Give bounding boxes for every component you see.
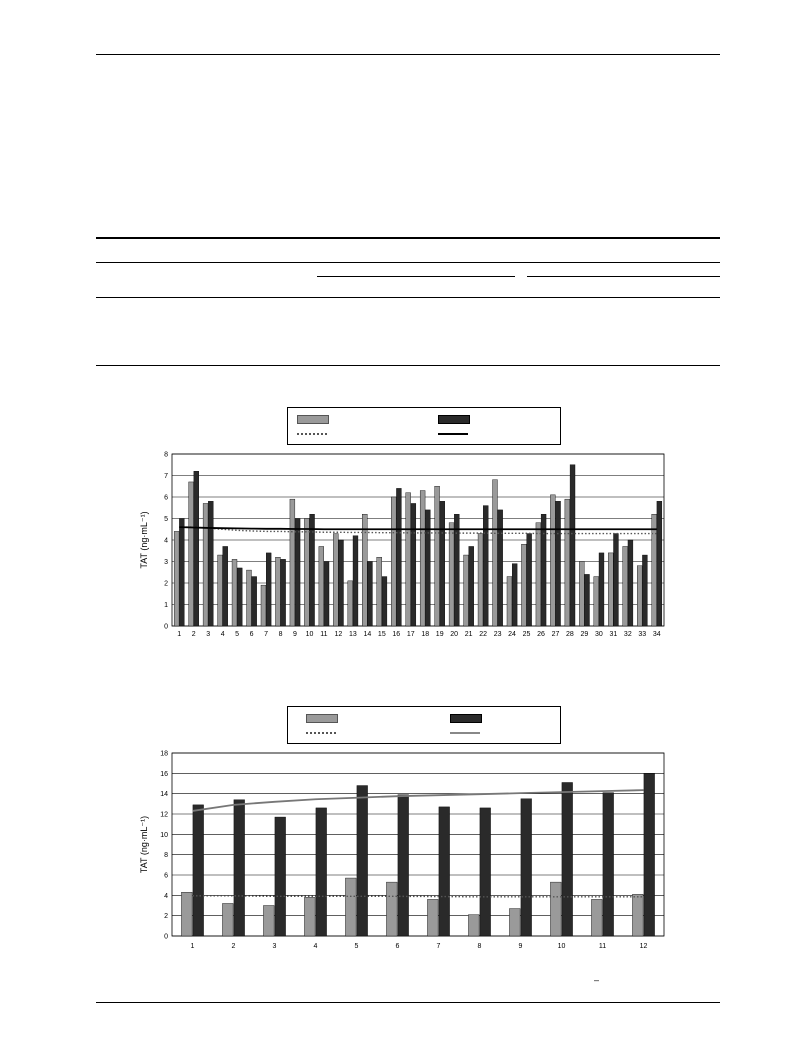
chart1-xtick-label: 26 xyxy=(537,631,545,638)
chart1-xtick-label: 12 xyxy=(334,631,343,638)
chart2-bar-s2-2 xyxy=(234,800,245,936)
chart2-xtick-label: 1 xyxy=(190,943,195,950)
chart1-bar-s2-21 xyxy=(469,546,474,626)
chart2-bar-s1-11 xyxy=(591,899,602,936)
chart2-bar-s1-2 xyxy=(222,903,233,936)
chart2-bar-s2-11 xyxy=(603,793,614,936)
chart1-bar-s2-7 xyxy=(266,553,271,626)
chart1-bar-s2-19 xyxy=(440,501,445,626)
chart2-xtick-label: 11 xyxy=(598,943,607,950)
chart1-bar-s1-17 xyxy=(406,493,411,626)
chart1-bar-s2-28 xyxy=(570,465,575,626)
chart2-bar-s2-5 xyxy=(357,786,368,936)
chart1-xtick-label: 7 xyxy=(264,631,269,638)
chart1-xtick-label: 22 xyxy=(479,631,488,638)
chart1-xtick-label: 17 xyxy=(406,631,415,638)
chart1-bar-s2-24 xyxy=(512,564,517,626)
chart1-xtick-label: 16 xyxy=(392,631,401,638)
chart1-bar-s2-34 xyxy=(657,501,662,626)
chart1-bar-s1-7 xyxy=(261,585,266,626)
chart2-ytick-label: 14 xyxy=(160,791,168,799)
chart2-xtick-label: 9 xyxy=(518,943,523,950)
chart2-bar-s2-1 xyxy=(193,805,204,936)
chart2-bar-s1-10 xyxy=(550,882,561,936)
chart1-bar-s2-22 xyxy=(483,506,488,626)
chart1-xtick-label: 19 xyxy=(435,631,444,638)
chart1-bar-s2-18 xyxy=(425,510,430,626)
chart1-bar-s1-2 xyxy=(189,482,194,626)
chart1-bar-s2-25 xyxy=(527,534,532,626)
chart1-bar-s1-6 xyxy=(247,570,252,626)
chart1-xtick-label: 2 xyxy=(191,631,196,638)
chart1-bar-s2-4 xyxy=(223,546,228,626)
chart1-ylabel: TAT (ng·mL⁻¹) xyxy=(139,511,149,569)
chart1-xtick-label: 30 xyxy=(594,631,603,638)
chart2-xtick-label: 4 xyxy=(313,943,318,950)
chart1-bar-s2-32 xyxy=(628,540,633,626)
chart2-ytick-label: 18 xyxy=(160,750,168,758)
chart2-xtick-label: 7 xyxy=(436,943,441,950)
chart2-ytick-label: 0 xyxy=(164,933,168,941)
chart1-bar-s1-20 xyxy=(449,523,454,626)
chart1-bar-s1-19 xyxy=(435,486,440,626)
chart1-bar-s1-13 xyxy=(348,581,353,626)
chart1-xtick-label: 10 xyxy=(305,631,314,638)
chart1-ytick-label: 1 xyxy=(164,602,168,609)
chart1-bar-s1-24 xyxy=(507,577,512,626)
chart1-bar-s1-33 xyxy=(637,566,642,626)
chart1-bar-s1-5 xyxy=(232,559,237,626)
chart1-bar-s2-10 xyxy=(310,514,315,626)
chart1-bar-s2-2 xyxy=(194,471,199,626)
chart2-xtick-label: 12 xyxy=(639,943,648,950)
chart1-bar-s1-30 xyxy=(594,577,599,626)
chart2-xtick-label: 5 xyxy=(354,943,359,950)
chart1-bar-s1-23 xyxy=(493,480,498,626)
chart2-bar-s2-6 xyxy=(398,795,409,936)
chart1-bar-s1-31 xyxy=(608,553,613,626)
chart1-bar-s1-1 xyxy=(174,531,179,626)
chart1-xtick-label: 5 xyxy=(235,631,240,638)
chart1-xtick-label: 27 xyxy=(551,631,560,638)
chart1-bar-s2-14 xyxy=(367,562,372,627)
chart1-bar-s2-31 xyxy=(613,534,618,626)
chart2-bar-s1-6 xyxy=(386,882,397,936)
chart1-xtick-label: 6 xyxy=(249,631,254,638)
chart1-bar-s2-12 xyxy=(339,540,344,626)
chart2-bar-s2-7 xyxy=(439,807,450,936)
chart2-bar-s1-1 xyxy=(181,892,192,936)
chart1-xtick-label: 29 xyxy=(580,631,589,638)
chart2-xtick-label: 3 xyxy=(272,943,277,950)
chart1-bar-s2-30 xyxy=(599,553,604,626)
chart1-xtick-label: 21 xyxy=(464,631,473,638)
chart2-bar-s1-7 xyxy=(427,899,438,936)
chart1-bar-s2-27 xyxy=(556,501,561,626)
chart1-xtick-label: 24 xyxy=(508,631,516,638)
chart1-bar-s2-1 xyxy=(179,519,184,627)
chart2-bar-s2-4 xyxy=(316,808,327,936)
chart2-bar-s2-12 xyxy=(644,773,655,936)
chart1-bar-s1-29 xyxy=(579,562,584,627)
chart1-xtick-label: 13 xyxy=(348,631,357,638)
chart1-bar-s1-15 xyxy=(377,557,382,626)
chart1-ytick-label: 5 xyxy=(164,516,168,523)
chart1-bar-s2-6 xyxy=(252,577,257,626)
chart1-bar-s2-9 xyxy=(295,519,300,627)
chart1-bar-s2-8 xyxy=(281,559,286,626)
chart2-bar-s2-8 xyxy=(480,808,491,936)
chart1-xtick-label: 4 xyxy=(220,631,225,638)
chart1-bar-s1-25 xyxy=(521,544,526,626)
chart1-bar-s1-22 xyxy=(478,534,483,626)
chart1-bar-s2-5 xyxy=(237,568,242,626)
chart2-xtick-label: 2 xyxy=(231,943,236,950)
chart1-xtick-label: 33 xyxy=(638,631,647,638)
chart1-ytick-label: 0 xyxy=(164,623,168,631)
chart1-bar-s1-16 xyxy=(391,497,396,626)
chart1-bar-s1-3 xyxy=(203,503,208,626)
chart2-bar-s2-9 xyxy=(521,799,532,936)
chart1-xtick-label: 18 xyxy=(421,631,430,638)
chart2-bar-s1-4 xyxy=(304,897,315,936)
chart1-bar-s1-34 xyxy=(652,514,657,626)
chart1-bar-s2-26 xyxy=(541,514,546,626)
chart1-bar-s1-9 xyxy=(290,499,295,626)
chart2-bar-s2-10 xyxy=(562,782,573,936)
chart2-ytick-label: 16 xyxy=(160,770,168,778)
chart1-ytick-label: 7 xyxy=(164,473,168,480)
chart1-ytick-label: 3 xyxy=(164,559,168,566)
chart1-bar-s1-4 xyxy=(218,555,223,626)
chart2-ytick-label: 8 xyxy=(164,852,168,860)
chart1-xtick-label: 34 xyxy=(652,631,661,638)
chart1-bar-s2-11 xyxy=(324,562,329,627)
chart2-ytick-label: 4 xyxy=(164,892,168,900)
chart2-bar-s1-9 xyxy=(509,909,520,936)
chart1-xtick-label: 9 xyxy=(293,631,297,638)
chart1-ytick-label: 2 xyxy=(164,580,168,588)
chart1-ytick-label: 6 xyxy=(164,494,168,502)
chart2-bar-s1-3 xyxy=(263,906,274,937)
chart1-bar-s1-12 xyxy=(333,534,338,626)
chart2-ytick-label: 2 xyxy=(164,913,168,921)
chart1-bar-s1-10 xyxy=(304,519,309,627)
chart1-bar-s2-13 xyxy=(353,536,358,626)
chart2-bar-s1-12 xyxy=(632,894,643,936)
chart1-bar-s1-26 xyxy=(536,523,541,626)
chart1-xtick-label: 11 xyxy=(320,631,328,638)
chart1-bar-s1-27 xyxy=(550,495,555,626)
chart2-xtick-label: 6 xyxy=(395,943,400,950)
chart2-ylabel: TAT (ng·mL⁻¹) xyxy=(139,815,149,874)
chart1-bar-s2-29 xyxy=(585,574,590,626)
chart1-xtick-label: 8 xyxy=(278,631,283,638)
chart1-xtick-label: 31 xyxy=(609,631,618,638)
chart2-bar-s2-3 xyxy=(275,817,286,936)
chart1-xtick-label: 20 xyxy=(450,631,459,638)
chart1-bar-s1-14 xyxy=(362,514,367,626)
overbar-mark: – xyxy=(594,975,600,985)
chart1-xtick-label: 3 xyxy=(206,631,211,638)
chart1-xtick-label: 28 xyxy=(566,631,574,638)
chart1-bar-s2-3 xyxy=(208,501,213,626)
chart2-bar-s1-8 xyxy=(468,915,479,936)
chart1-bar-s2-20 xyxy=(454,514,459,626)
chart1-xtick-label: 25 xyxy=(522,631,531,638)
chart1-xtick-label: 23 xyxy=(493,631,502,638)
chart1-bar-s1-18 xyxy=(420,491,425,626)
chart1-xtick-label: 32 xyxy=(623,631,632,638)
chart1-bar-s1-28 xyxy=(565,499,570,626)
chart1-ytick-label: 8 xyxy=(164,451,168,459)
chart1-bar-s2-23 xyxy=(498,510,503,626)
chart2-xtick-label: 8 xyxy=(477,943,482,950)
chart1-xtick-label: 14 xyxy=(363,631,372,638)
chart2-xtick-label: 10 xyxy=(557,943,566,950)
chart1-bar-s1-32 xyxy=(623,546,628,626)
chart1-xtick-label: 1 xyxy=(177,631,182,638)
chart1-bar-s2-16 xyxy=(396,488,401,626)
chart1-bar-s2-15 xyxy=(382,577,387,626)
chart1-bar-s1-11 xyxy=(319,546,324,626)
chart1-ytick-label: 4 xyxy=(164,537,168,545)
chart1-bar-s2-33 xyxy=(642,555,647,626)
chart1-xtick-label: 15 xyxy=(377,631,386,638)
chart1-bar-s2-17 xyxy=(411,503,416,626)
chart2-plot-frame xyxy=(172,753,664,936)
chart1-bar-s1-8 xyxy=(275,557,280,626)
chart2-bar-s1-5 xyxy=(345,878,356,936)
chart2-ytick-label: 10 xyxy=(160,831,168,839)
chart1-bar-s1-21 xyxy=(464,555,469,626)
chart2-ytick-label: 6 xyxy=(164,872,168,880)
chart2-ytick-label: 12 xyxy=(160,811,168,819)
